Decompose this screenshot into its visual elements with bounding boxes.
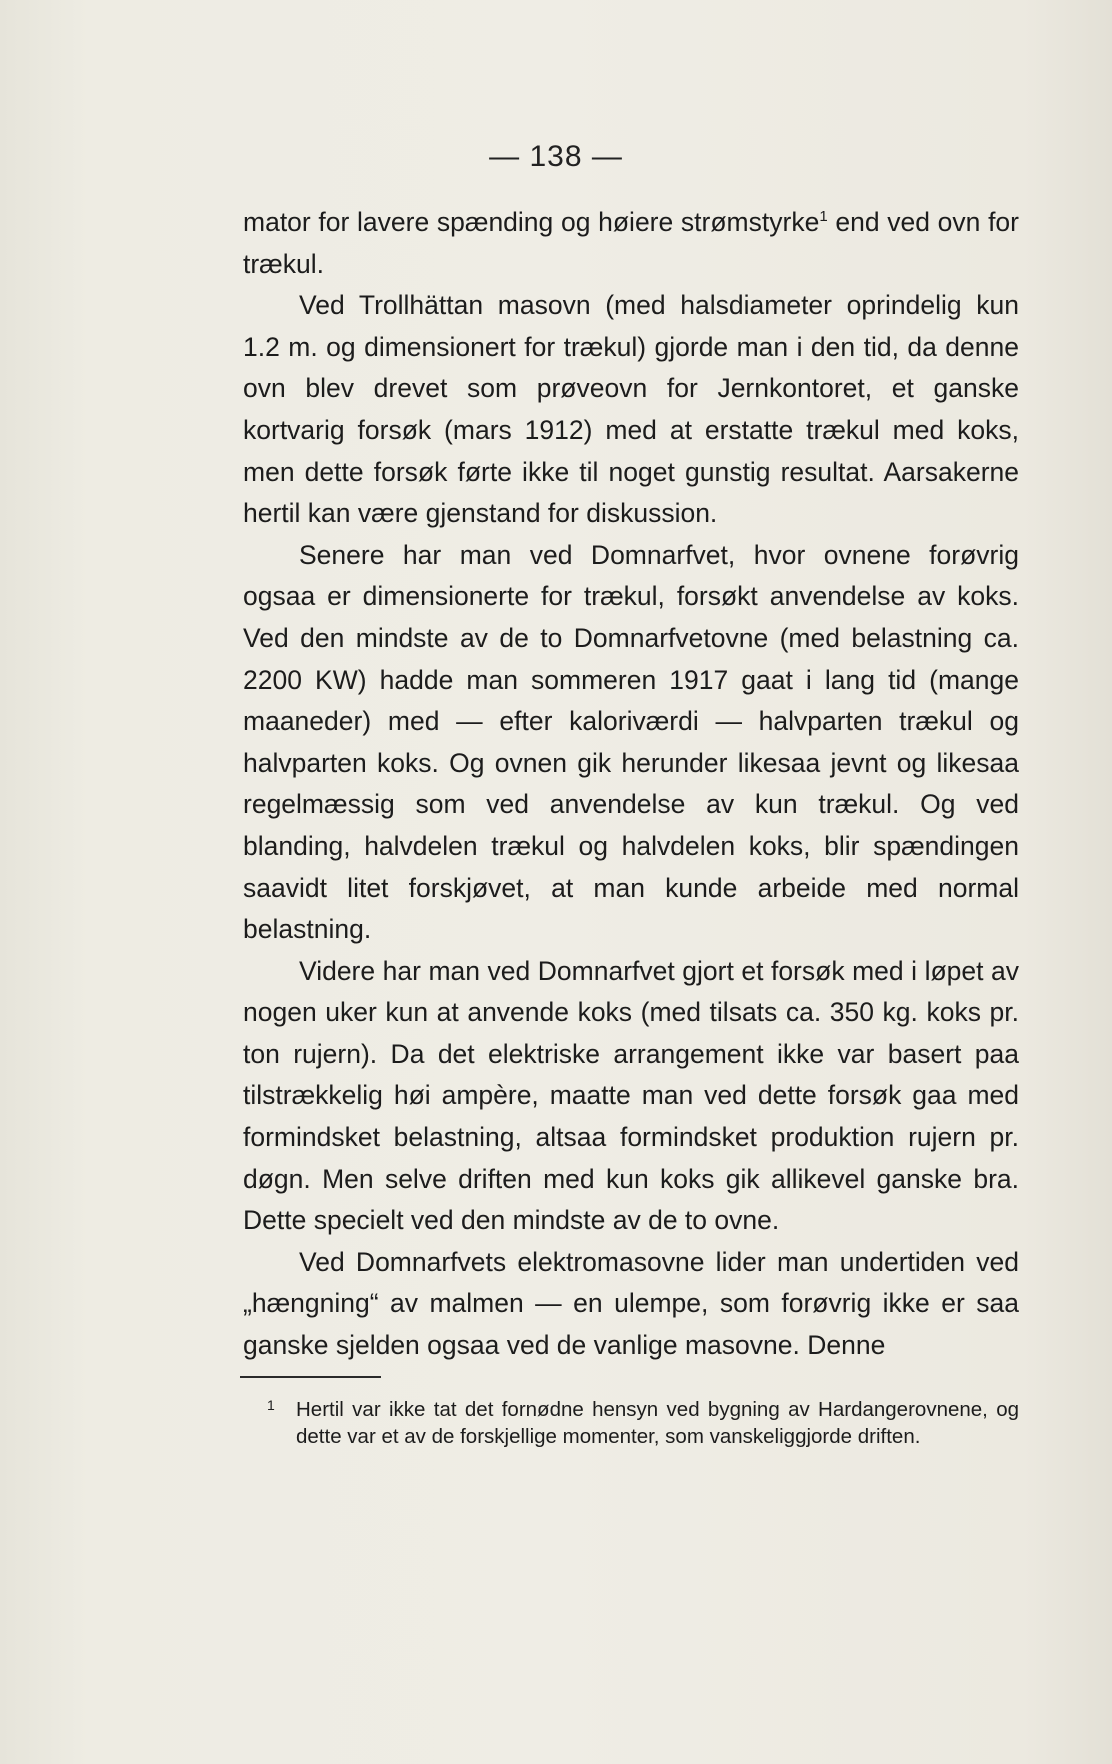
page-number: — 138 — [489,140,623,173]
footnote-number: 1 [267,1397,275,1413]
paragraph-1 [243,202,1019,285]
paragraph-3: Senere har man ved Domnarfvet, hvor ovnene forøvrig ogsaa er dimensionerte for trækul, forsøkt anvendelse av koks. Ved den mindste av de to Domnarfvetovne (med belastning ca. 2200 KW) hadde man sommeren 1917 gaat i lang tid (mange maaneder) med — efter kaloriværdi — halvparten trækul og halvparten koks. Og ovnen gik herunder likesaa jevnt og likesaa regelmæssig som ved anvendelse av kun trækul. Og ved blanding, halvdelen trækul og halvdelen koks, blir spændingen saavidt litet forskjøvet, at man kunde arbeide med normal belastning. [243,539,1019,945]
body-text [243,202,1019,1367]
footnote-divider [240,1376,381,1378]
paragraph-1-text-continued: end ved ovn for trækul. [243,207,1019,279]
footnote-reference[interactable]: 1 [819,208,828,226]
footnote [243,1396,1019,1450]
paragraph-1-text: mator for lavere spænding og høiere strømstyrke [243,207,820,237]
paragraph-2: Ved Trollhättan masovn (med halsdiameter oprindelig kun 1.2 m. og dimensionert for trækul) gjorde man i den tid, da denne ovn blev drevet som prøveovn for Jernkontoret, et ganske kortvarig forsøk (mars 1912) med at erstatte trækul med koks, men dette forsøk førte ikke til noget gunstig resultat. Aarsakerne hertil kan være gjenstand for diskussion. [243,290,1019,529]
footnote-text: Hertil var ikke tat det fornødne hensyn ved bygning av Hardangerovnene, og dette var et av de forskjellige momenter, som vanskeliggjorde driften. [296,1398,1019,1448]
paragraph-4: Videre har man ved Domnarfvet gjort et forsøk med i løpet av nogen uker kun at anvende koks (med tilsats ca. 350 kg. koks pr. ton rujern). Da det elektriske arrangement ikke var basert paa tilstrækkelig høi ampère, maatte man ved dette forsøk gaa med formindsket belastning, altsaa formindsket produktion rujern pr. døgn. Men selve driften med kun koks gik allikevel ganske bra. Dette specielt ved den mindste av de to ovne. [243,955,1019,1236]
paragraph-5: Ved Domnarfvets elektromasovne lider man undertiden ved „hængning“ av malmen — en ulempe, som forøvrig ikke er saa ganske sjelden ogsaa ved de vanlige masovne. Denne [243,1246,1019,1361]
